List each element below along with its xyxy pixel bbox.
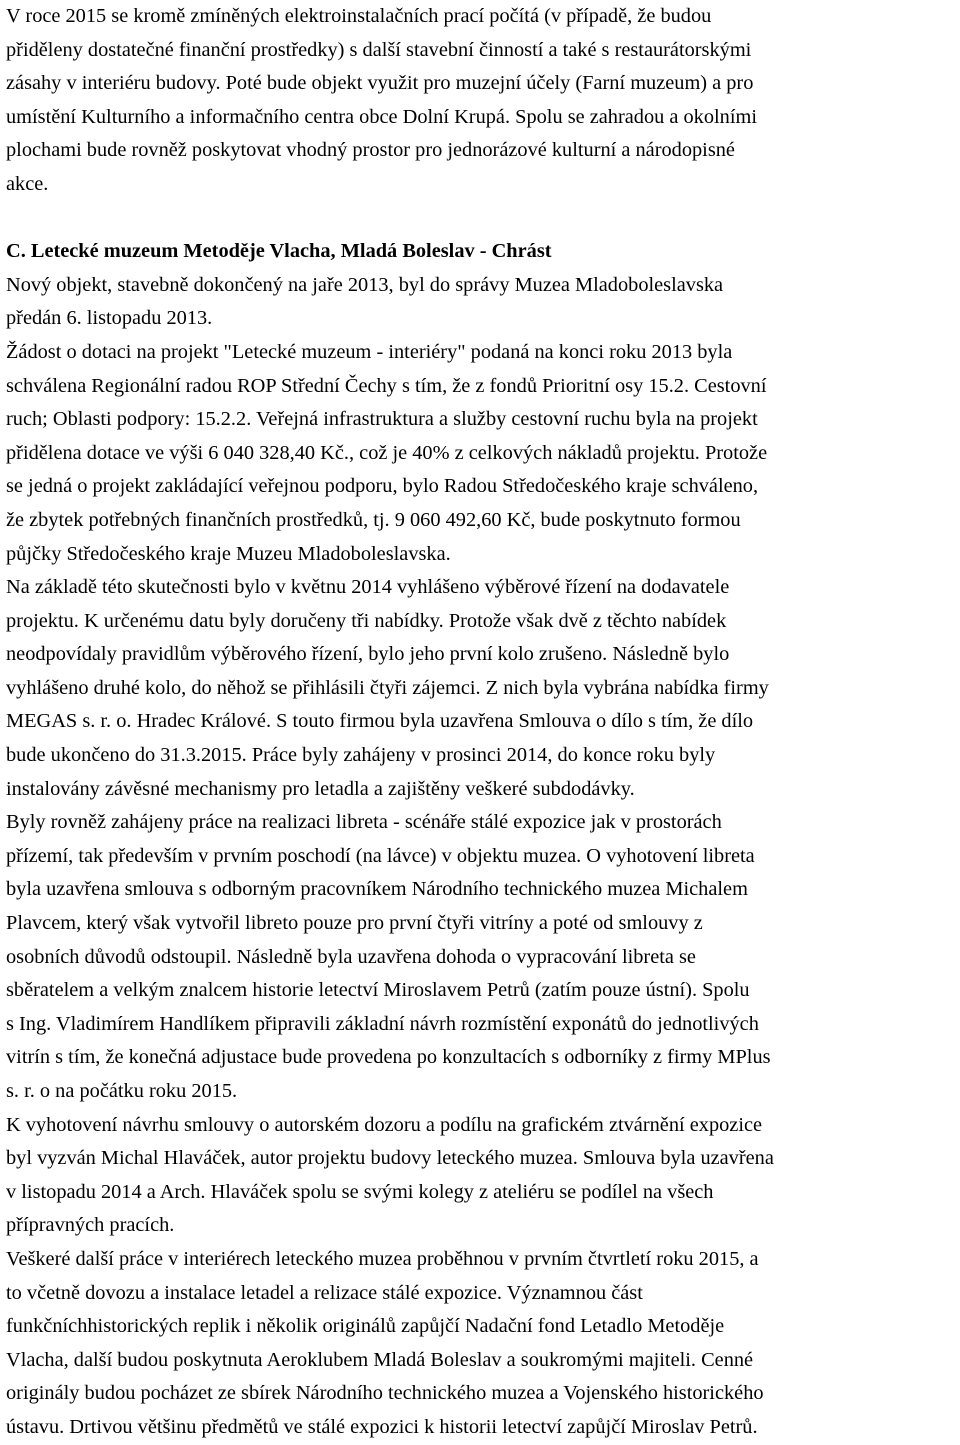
section-c	[6, 235, 954, 1444]
text-line: přiděleny dostatečné finanční prostředky) s další stavební činností a také s restaurátorskými	[6, 38, 752, 61]
text-line: K vyhotovení návrhu smlouvy o autorském dozoru a podílu na grafickém ztvárnění expozice	[6, 1113, 763, 1136]
text-line: v listopadu 2014 a Arch. Hlaváček spolu se svými kolegy z ateliéru se podílel na všech	[6, 1180, 714, 1203]
paragraph-spacer	[6, 202, 954, 236]
text-line: Byly rovněž zahájeny práce na realizaci libreta - scénáře stálé expozice jak v prostorách	[6, 811, 722, 834]
text-line: osobních důvodů odstoupil. Následně byla uzavřena dohoda o vypracování libreta se	[6, 945, 696, 968]
text-line: umístění Kulturního a informačního centra obce Dolní Krupá. Spolu se zahradou a okolními	[6, 105, 757, 128]
text-line: Veškeré další práce v interiérech leteckého muzea proběhnou v prvním čtvrtletí roku 2015, a	[6, 1247, 759, 1270]
text-line: plochami bude rovněž poskytovat vhodný prostor pro jednorázové kulturní a národopisné	[6, 139, 735, 162]
text-line: ruch; Oblasti podpory: 15.2.2. Veřejná infrastruktura a služby cestovní ruchu byla na projekt	[6, 408, 758, 431]
text-line: vyhlášeno druhé kolo, do něhož se přihlásili čtyři zájemci. Z nich byla vybrána nabídka firmy	[6, 676, 769, 699]
text-line: s Ing. Vladimírem Handlíkem připravili základní návrh rozmístění exponátů do jednotlivých	[6, 1012, 759, 1035]
section-heading: C. Letecké muzeum Metoděje Vlacha, Mladá Boleslav - Chrást	[6, 240, 552, 263]
text-line: přípravných pracích.	[6, 1214, 175, 1237]
text-line: V roce 2015 se kromě zmíněných elektroinstalačních prací počítá (v případě, že budou	[6, 5, 712, 27]
text-line: instalovány závěsné mechanismy pro letadla a zajištěny veškeré subdodávky.	[6, 777, 635, 800]
text-line: schválena Regionální radou ROP Střední Čechy s tím, že z fondů Prioritní osy 15.2. Cestovní	[6, 374, 767, 397]
text-line: sběratelem a velkým znalcem historie letectví Miroslavem Petrů (zatím pouze ústní). Spolu	[6, 979, 750, 1002]
text-line: MEGAS s. r. o. Hradec Králové. S touto firmou byla uzavřena Smlouva o dílo s tím, že dílo	[6, 710, 754, 733]
text-line: akce.	[6, 172, 49, 195]
text-line: zásahy v interiéru budovy. Poté bude objekt využit pro muzejní účely (Farní muzeum) a pro	[6, 72, 754, 95]
text-line: bude ukončeno do 31.3.2015. Práce byly zahájeny v prosinci 2014, do konce roku byly	[6, 744, 716, 767]
text-line: originály budou pocházet ze sbírek Národního technického muzea a Vojenského historického	[6, 1382, 764, 1405]
text-line: projektu. K určenému datu byly doručeny tři nabídky. Protože však dvě z těchto nabídek	[6, 609, 727, 632]
text-line: vitrín s tím, že konečná adjustace bude provedena po konzultacích s odborníky z firmy MPlus	[6, 1046, 771, 1069]
text-line: Vlacha, další budou poskytnuta Aeroklubem Mladá Boleslav a soukromými majiteli. Cenné	[6, 1348, 754, 1371]
text-line: funkčníchhistorických replik i několik originálů zapůjčí Nadační fond Letadlo Metoděje	[6, 1315, 725, 1338]
text-line: Žádost o dotaci na projekt "Letecké muzeum - interiéry" podaná na konci roku 2013 byla	[6, 340, 733, 363]
text-line: se jedná o projekt zakládající veřejnou podporu, bylo Radou Středočeského kraje schváleno,	[6, 475, 759, 498]
text-line: byl vyzván Michal Hlaváček, autor projektu budovy leteckého muzea. Smlouva byla uzavřena	[6, 1147, 774, 1170]
text-line: byla uzavřena smlouva s odborným pracovníkem Národního technického muzea Michalem	[6, 878, 748, 901]
text-line: předán 6. listopadu 2013.	[6, 307, 213, 330]
text-line: půjčky Středočeského kraje Muzeu Mladoboleslavska.	[6, 542, 451, 565]
text-line: Na základě této skutečnosti bylo v květnu 2014 vyhlášeno výběrové řízení na dodavatele	[6, 576, 730, 599]
text-line: že zbytek potřebných finančních prostředků, tj. 9 060 492,60 Kč, bude poskytnuto formou	[6, 508, 741, 531]
text-line: přidělena dotace ve výši 6 040 328,40 Kč., což je 40% z celkových nákladů projektu. Protože	[6, 441, 768, 464]
section-c-body	[6, 269, 954, 1445]
text-line: přízemí, tak především v prvním poschodí (na lávce) v objektu muzea. O vyhotovení libreta	[6, 844, 755, 867]
text-line: neodpovídaly pravidlům výběrového řízení, bylo jeho první kolo zrušeno. Následně bylo	[6, 643, 730, 666]
text-line: to včetně dovozu a instalace letadel a relizace stálé expozice. Významnou část	[6, 1281, 643, 1304]
intro-paragraph	[6, 0, 954, 202]
text-line: ústavu. Drtivou většinu předmětů ve stálé expozici k historii letectví zapůjčí Miroslav Petrů.	[6, 1415, 758, 1438]
document-page	[6, 0, 954, 1445]
text-line: s. r. o na počátku roku 2015.	[6, 1080, 238, 1102]
text-line: Plavcem, který však vytvořil libreto pouze pro první čtyři vitríny a poté od smlouvy z	[6, 912, 703, 935]
text-line: Nový objekt, stavebně dokončený na jaře 2013, byl do správy Muzea Mladoboleslavska	[6, 273, 724, 296]
